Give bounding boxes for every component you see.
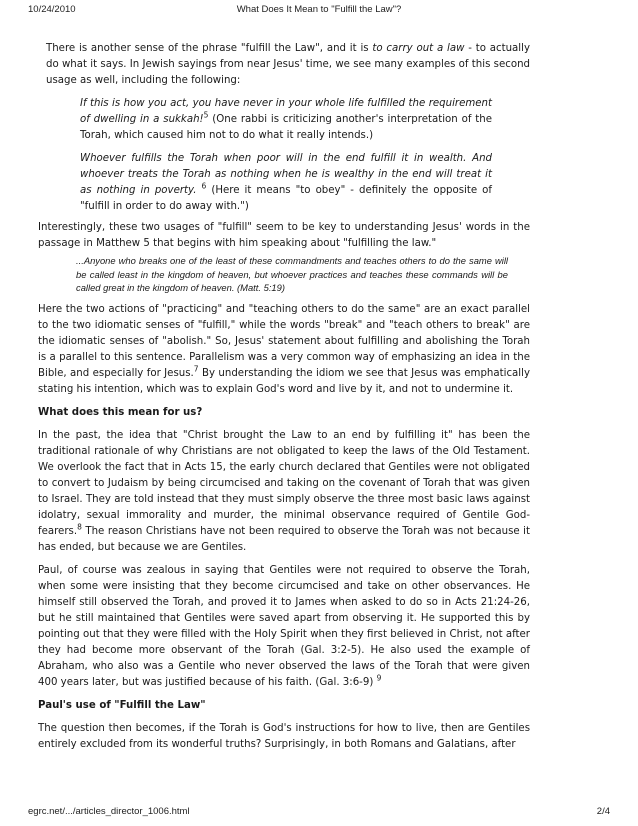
page-header [28, 4, 610, 18]
emphasis-text: to carry out a law [372, 43, 465, 54]
page-footer [28, 806, 610, 820]
section-heading-paul: Paul's use of "Fulfill the Law" [38, 699, 206, 711]
footnote-ref-5[interactable]: 5 [203, 110, 209, 120]
footnote-ref-8[interactable]: 8 [77, 522, 82, 532]
header-date: 10/24/2010 [28, 4, 76, 15]
paragraph-paul: Paul, of course was zealous in saying that Gentiles were not required to observe the Torah, when some were insisting that they become circumcised and take on other observances. He himself still observed the Torah, and proved it to James when asked to do so in Acts 21:24-26, but he still maintained that Gentiles were saved apart from observing it. He supported this by pointing out that they were filled with the Holy Spirit when they first believed in Christ, not after they had become more observant of the Torah (Gal. 3:2-5). He also used the example of Abraham, who also was a Gentile who never observed the laws of the Torah that were given 400 years later, but was justified because of his faith. (Gal. 3:6-9) $^9$ [38, 564, 530, 688]
footnote-ref-7[interactable]: 7 [193, 364, 199, 374]
paragraph-interesting: Interestingly, these two usages of "fulfill" seem to be key to understanding Jesus' words in the passage in Matthew 5 that begins with him speaking about "fulfilling the law." [38, 222, 530, 249]
blockquote-matthew: ...Anyone who breaks one of the least of these commandments and teaches others to do the same will be called least in the kingdom of heaven, but whoever practices and teaches these commands will be called great in the kingdom of heaven. (Matt. 5:19) [76, 255, 508, 293]
footnote-ref-9[interactable]: 9 [376, 673, 382, 683]
footer-page-number: 2/4 [596, 806, 610, 817]
paragraph-parallel: Here the two actions of "practicing" and "teaching others to do the same" are an exact parallel to the two idiomatic senses of "fulfill," while the words "break" and "teach others to break" are the idiomatic senses of "abolish." So, Jesus' statement about fulfilling and abolishing the Torah is a parallel to this sentence. Parallelism was a very common way of emphasizing an idea in the Bible, and especially for Jesus.$^7$ By understanding the idiom we see that Jesus was emphatically stating his intention, which was to explain God's word and live by it, and not to undermine it. [38, 303, 530, 395]
section-heading-meaning: What does this mean for us? [38, 406, 203, 418]
paragraph-question: The question then becomes, if the Torah is God's instructions for how to live, then are Gentiles entirely excluded from its wonderful truths? Surprisingly, in both Romans and Galatians, after [38, 722, 530, 750]
article-body [38, 41, 530, 753]
footer-url[interactable]: egrc.net/.../articles_director_1006.html [28, 806, 190, 817]
header-title: What Does It Mean to "Fulfill the Law"? [236, 4, 402, 15]
paragraph-past: In the past, the idea that "Christ brought the Law to an end by fulfilling it" has been the traditional rationale of why Christians are not obligated to keep the laws of the Old Testament. We overlook the fact that in Acts 15, the early church declared that Gentiles were not obligated to convert to Judaism by being circumcised and taking on the covenant of Torah that was given to Israel. They are told instead that they must simply observe the three most basic laws against idolatry, sexual immorality and murder, the minimal observance required of Gentile God-fearers.$^8$ The reason Christians have not been required to observe the Torah was not because it has ended, but because we are Gentiles. [38, 429, 530, 553]
paragraph-intro: There is another sense of the phrase "fulfill the Law", and it is to carry out a law - to actually do what it says. In Jewish sayings from near Jesus' time, we see many examples of this second usage as well, including the following: [46, 43, 530, 86]
quote-sukkah: If this is how you act, you have never in your whole life fulfilled the requirement of dwelling in a sukkah!$^5$ (One rabbi is criticizing another's interpretation of the Torah, which caused him not to do what it really intends.) [80, 98, 492, 141]
quote-poverty: Whoever fulfills the Torah when poor will in the end fulfill it in wealth. And whoever treats the Torah as nothing when he is wealthy in the end will treat it as nothing in poverty. $^6$ (Here it means "to obey" - definitely the opposite of "fulfill in order to do away with.") [80, 153, 492, 212]
footnote-ref-6[interactable]: 6 [201, 181, 207, 191]
